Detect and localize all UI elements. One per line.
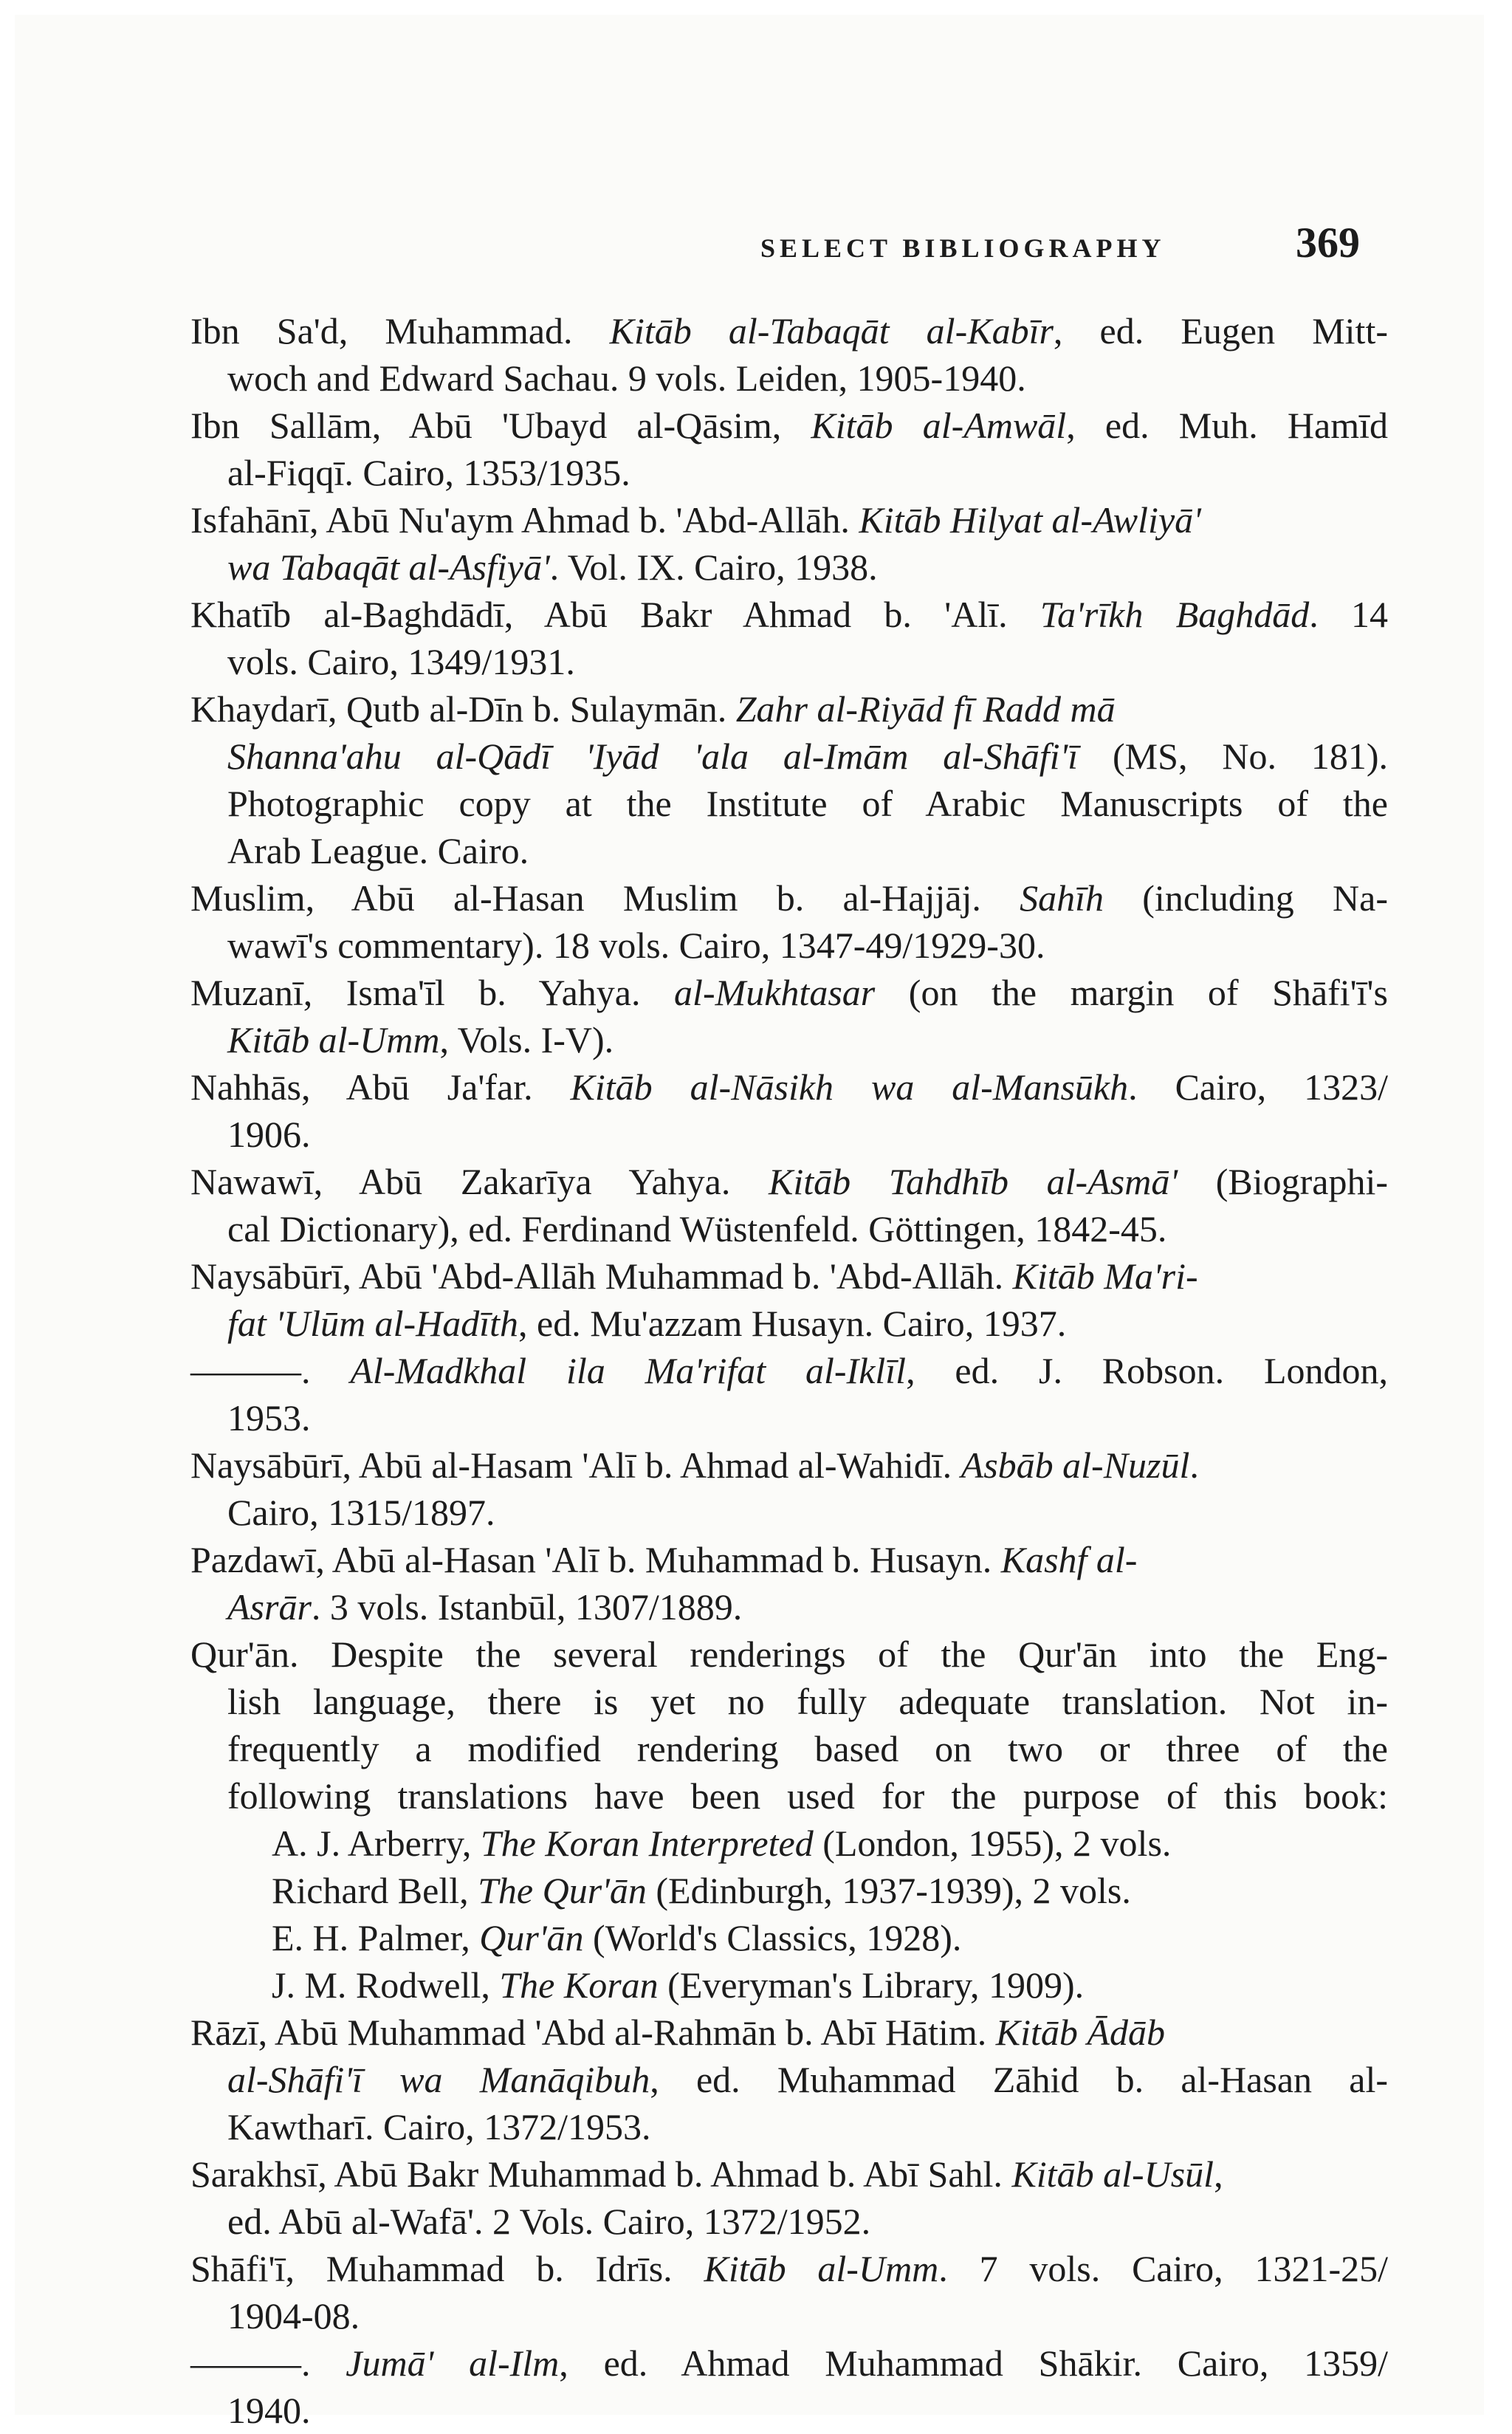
bibliography-line [227,2199,870,2243]
work-title: Asrār [227,1586,312,1628]
citation-text: al-Fiqqī. Cairo, 1353/1935. [227,452,630,493]
bibliography-line [190,2246,1388,2291]
bibliography-line [227,1301,1066,1345]
work-title: Sahīh [1020,877,1104,919]
citation-text: Ibn Sa'd, Muhammad. [190,310,610,352]
citation-text: Shāfi'ī, Muhammad b. Idrīs. [190,2248,704,2289]
citation-text: (on the margin of Shāfi'ī's [875,972,1388,1013]
bibliography-line [190,498,1201,542]
bibliography-line [190,970,1388,1015]
citation-text: , ed. Muh. Hamīd [1066,405,1388,446]
citation-text: ———. [190,2342,346,2384]
bibliography-line [227,1112,311,1156]
citation-text: , ed. Eugen Mitt- [1053,310,1388,352]
bibliography-line [190,1254,1198,1298]
work-title: Kitāb al-Amwāl [811,405,1067,446]
citation-text: A. J. Arberry, [272,1823,481,1864]
bibliography-line [190,687,1116,731]
bibliography-line [227,1207,1166,1251]
work-title: Ta'rīkh Baghdād [1040,594,1310,635]
citation-text: 1906. [227,1114,311,1155]
bibliography-line [227,734,1388,778]
bibliography-line [227,2294,360,2338]
bibliography-line [227,1490,495,1535]
bibliography-line [190,1537,1137,1582]
citation-text: Naysābūrī, Abū 'Abd-Allāh Muhammad b. 'Abd-Allāh. [190,1255,1013,1297]
citation-text: Cairo, 1315/1897. [227,1492,495,1533]
citation-text: , [1214,2153,1223,2195]
citation-text: Qur'ān. Despite the several renderings of the Qur'ān into the Eng- [190,1633,1388,1675]
bibliography-line [227,2105,651,2149]
work-title: Kitāb Tahdhīb al-Asmā' [769,1161,1178,1202]
citation-text: Photographic copy at the Institute of Arabic Manuscripts of the [227,783,1388,824]
bibliography-line [227,640,575,684]
citation-text: E. H. Palmer, [272,1917,480,1958]
citation-text: Isfahānī, Abū Nu'aym Ahmad b. 'Abd-Allāh. [190,499,859,541]
work-title: Kitāb al-Umm [704,2248,939,2289]
citation-text: (MS, No. 181). [1078,736,1388,777]
citation-text: , ed. Ahmad Muhammad Shākir. Cairo, 1359/ [559,2342,1389,2384]
bibliography-line [190,592,1388,637]
citation-text: Pazdawī, Abū al-Hasan 'Alī b. Muhammad b. Husayn. [190,1539,1001,1580]
bibliography-line [190,2152,1223,2196]
citation-text: cal Dictionary), ed. Ferdinand Wüstenfeld. Göttingen, 1842-45. [227,1208,1167,1249]
bibliography-line [227,1396,311,1440]
citation-text: Khatīb al-Baghdādī, Abū Bakr Ahmad b. 'Alī. [190,594,1040,635]
bibliography-line [190,2010,1165,2054]
bibliography-line [227,1018,614,1062]
citation-text: Naysābūrī, Abū al-Hasam 'Alī b. Ahmad al-Wahidī. [190,1444,961,1486]
bibliography-line [227,356,1026,400]
bibliography-line [190,309,1388,353]
bibliography-line [227,923,1045,967]
citation-text: Richard Bell, [272,1870,478,1911]
bibliography-line [227,2057,1388,2102]
citation-text: woch and Edward Sachau. 9 vols. Leiden, 1905-1940. [227,357,1026,399]
work-title: The Koran [499,1964,659,2006]
citation-text: 1940. [227,2390,311,2431]
work-title: Qur'ān [479,1917,584,1958]
citation-text: (Everyman's Library, 1909). [658,1964,1085,2006]
citation-text: . Vol. IX. Cairo, 1938. [549,546,878,588]
bibliography-line [190,1159,1388,1204]
citation-text: . [1189,1444,1199,1486]
bibliography-line [190,1443,1199,1487]
citation-text: Arab League. Cairo. [227,830,529,871]
bibliography-line [227,1774,1388,1818]
bibliography-line [190,403,1388,448]
work-title: Kitāb Ma'ri- [1012,1255,1198,1297]
bibliography-line [190,1348,1388,1393]
bibliography-line [190,1065,1388,1109]
running-header: SELECT BIBLIOGRAPHY [760,233,1166,263]
bibliography-line [227,1679,1388,1724]
citation-text: Muslim, Abū al-Hasan Muslim b. al-Hajjāj. [190,877,1020,919]
citation-text: (Biographi- [1178,1161,1388,1202]
work-title: Kashf al- [1000,1539,1138,1580]
citation-text: wawī's commentary). 18 vols. Cairo, 1347-49/1929-30. [227,925,1045,966]
citation-text: ed. Abū al-Wafā'. 2 Vols. Cairo, 1372/1952. [227,2201,871,2242]
citation-text: 1904-08. [227,2295,360,2337]
citation-text: Muzanī, Isma'īl b. Yahya. [190,972,675,1013]
citation-text: . 14 [1309,594,1388,635]
citation-text: , ed. J. Robson. London, [906,1350,1389,1391]
citation-text: . 7 vols. Cairo, 1321-25/ [938,2248,1388,2289]
bibliography-line [227,1585,742,1629]
citation-text: J. M. Rodwell, [272,1964,500,2006]
work-title: Kitāb Hilyat al-Awliyā' [859,499,1201,541]
bibliography-line [190,876,1388,920]
work-title: Zahr al-Riyād fī Radd mā [735,688,1116,730]
citation-text: Nahhās, Abū Ja'far. [190,1066,571,1108]
work-title: wa Tabaqāt al-Asfiyā' [227,546,550,588]
work-title: Jumā' al-Ilm [346,2342,560,2384]
bibliography-line [227,450,630,495]
bibliography-line [272,1916,961,1960]
bibliography-line [227,781,1388,826]
citation-text: , ed. Mu'azzam Husayn. Cairo, 1937. [518,1303,1067,1344]
bibliography-line [227,545,878,589]
work-title: Asbāb al-Nuzūl [961,1444,1190,1486]
bibliography-line [227,829,529,873]
citation-text: following translations have been used for the purpose of this book: [227,1775,1388,1817]
work-title: al-Shāfi'ī wa Manāqibuh [227,2059,650,2100]
work-title: Kitāb al-Usūl [1011,2153,1214,2195]
work-title: The Qur'ān [478,1870,647,1911]
citation-text: . Cairo, 1323/ [1128,1066,1388,1108]
citation-text: , ed. Muhammad Zāhid b. al-Hasan al- [650,2059,1388,2100]
work-title: Kitāb al-Tabaqāt al-Kabīr [609,310,1054,352]
work-title: Kitāb al-Umm [227,1019,440,1060]
bibliography-line [272,1963,1084,2007]
bibliography-line [190,2341,1388,2385]
citation-text: (Edinburgh, 1937-1939), 2 vols. [646,1870,1131,1911]
citation-text: (including Na- [1104,877,1388,919]
citation-text: (World's Classics, 1928). [583,1917,962,1958]
work-title: Shanna'ahu al-Qādī 'Iyād 'ala al-Imām al-Shāfi'ī [227,736,1079,777]
citation-text: (London, 1955), 2 vols. [813,1823,1172,1864]
bibliography-line [272,1821,1171,1865]
citation-text: vols. Cairo, 1349/1931. [227,641,575,682]
work-title: al-Mukhtasar [674,972,876,1013]
citation-text: Rāzī, Abū Muhammad 'Abd al-Rahmān b. Abī Hātim. [190,2012,996,2053]
bibliography-line [227,2388,311,2433]
citation-text: , Vols. I-V). [439,1019,614,1060]
citation-text: Kawtharī. Cairo, 1372/1953. [227,2106,651,2147]
bibliography-line [272,1868,1131,1913]
citation-text: Nawawī, Abū Zakarīya Yahya. [190,1161,769,1202]
work-title: Kitāb Ādāb [995,2012,1165,2053]
citation-text: ———. [190,1350,351,1391]
page-number: 369 [1296,219,1360,267]
citation-text: lish language, there is yet no fully adequate translation. Not in- [227,1681,1388,1722]
citation-text: 1953. [227,1397,311,1439]
bibliography-line [190,1632,1388,1676]
work-title: fat 'Ulūm al-Hadīth [227,1303,519,1344]
bibliography-line [227,1727,1388,1771]
work-title: The Koran Interpreted [480,1823,814,1864]
citation-text: Ibn Sallām, Abū 'Ubayd al-Qāsim, [190,405,811,446]
work-title: Al-Madkhal ila Ma'rifat al-Iklīl [350,1350,907,1391]
citation-text: Khaydarī, Qutb al-Dīn b. Sulaymān. [190,688,736,730]
citation-text: frequently a modified rendering based on two or three of the [227,1728,1388,1769]
citation-text: Sarakhsī, Abū Bakr Muhammad b. Ahmad b. Abī Sahl. [190,2153,1012,2195]
citation-text: . 3 vols. Istanbūl, 1307/1889. [311,1586,743,1628]
work-title: Kitāb al-Nāsikh wa al-Mansūkh [570,1066,1129,1108]
